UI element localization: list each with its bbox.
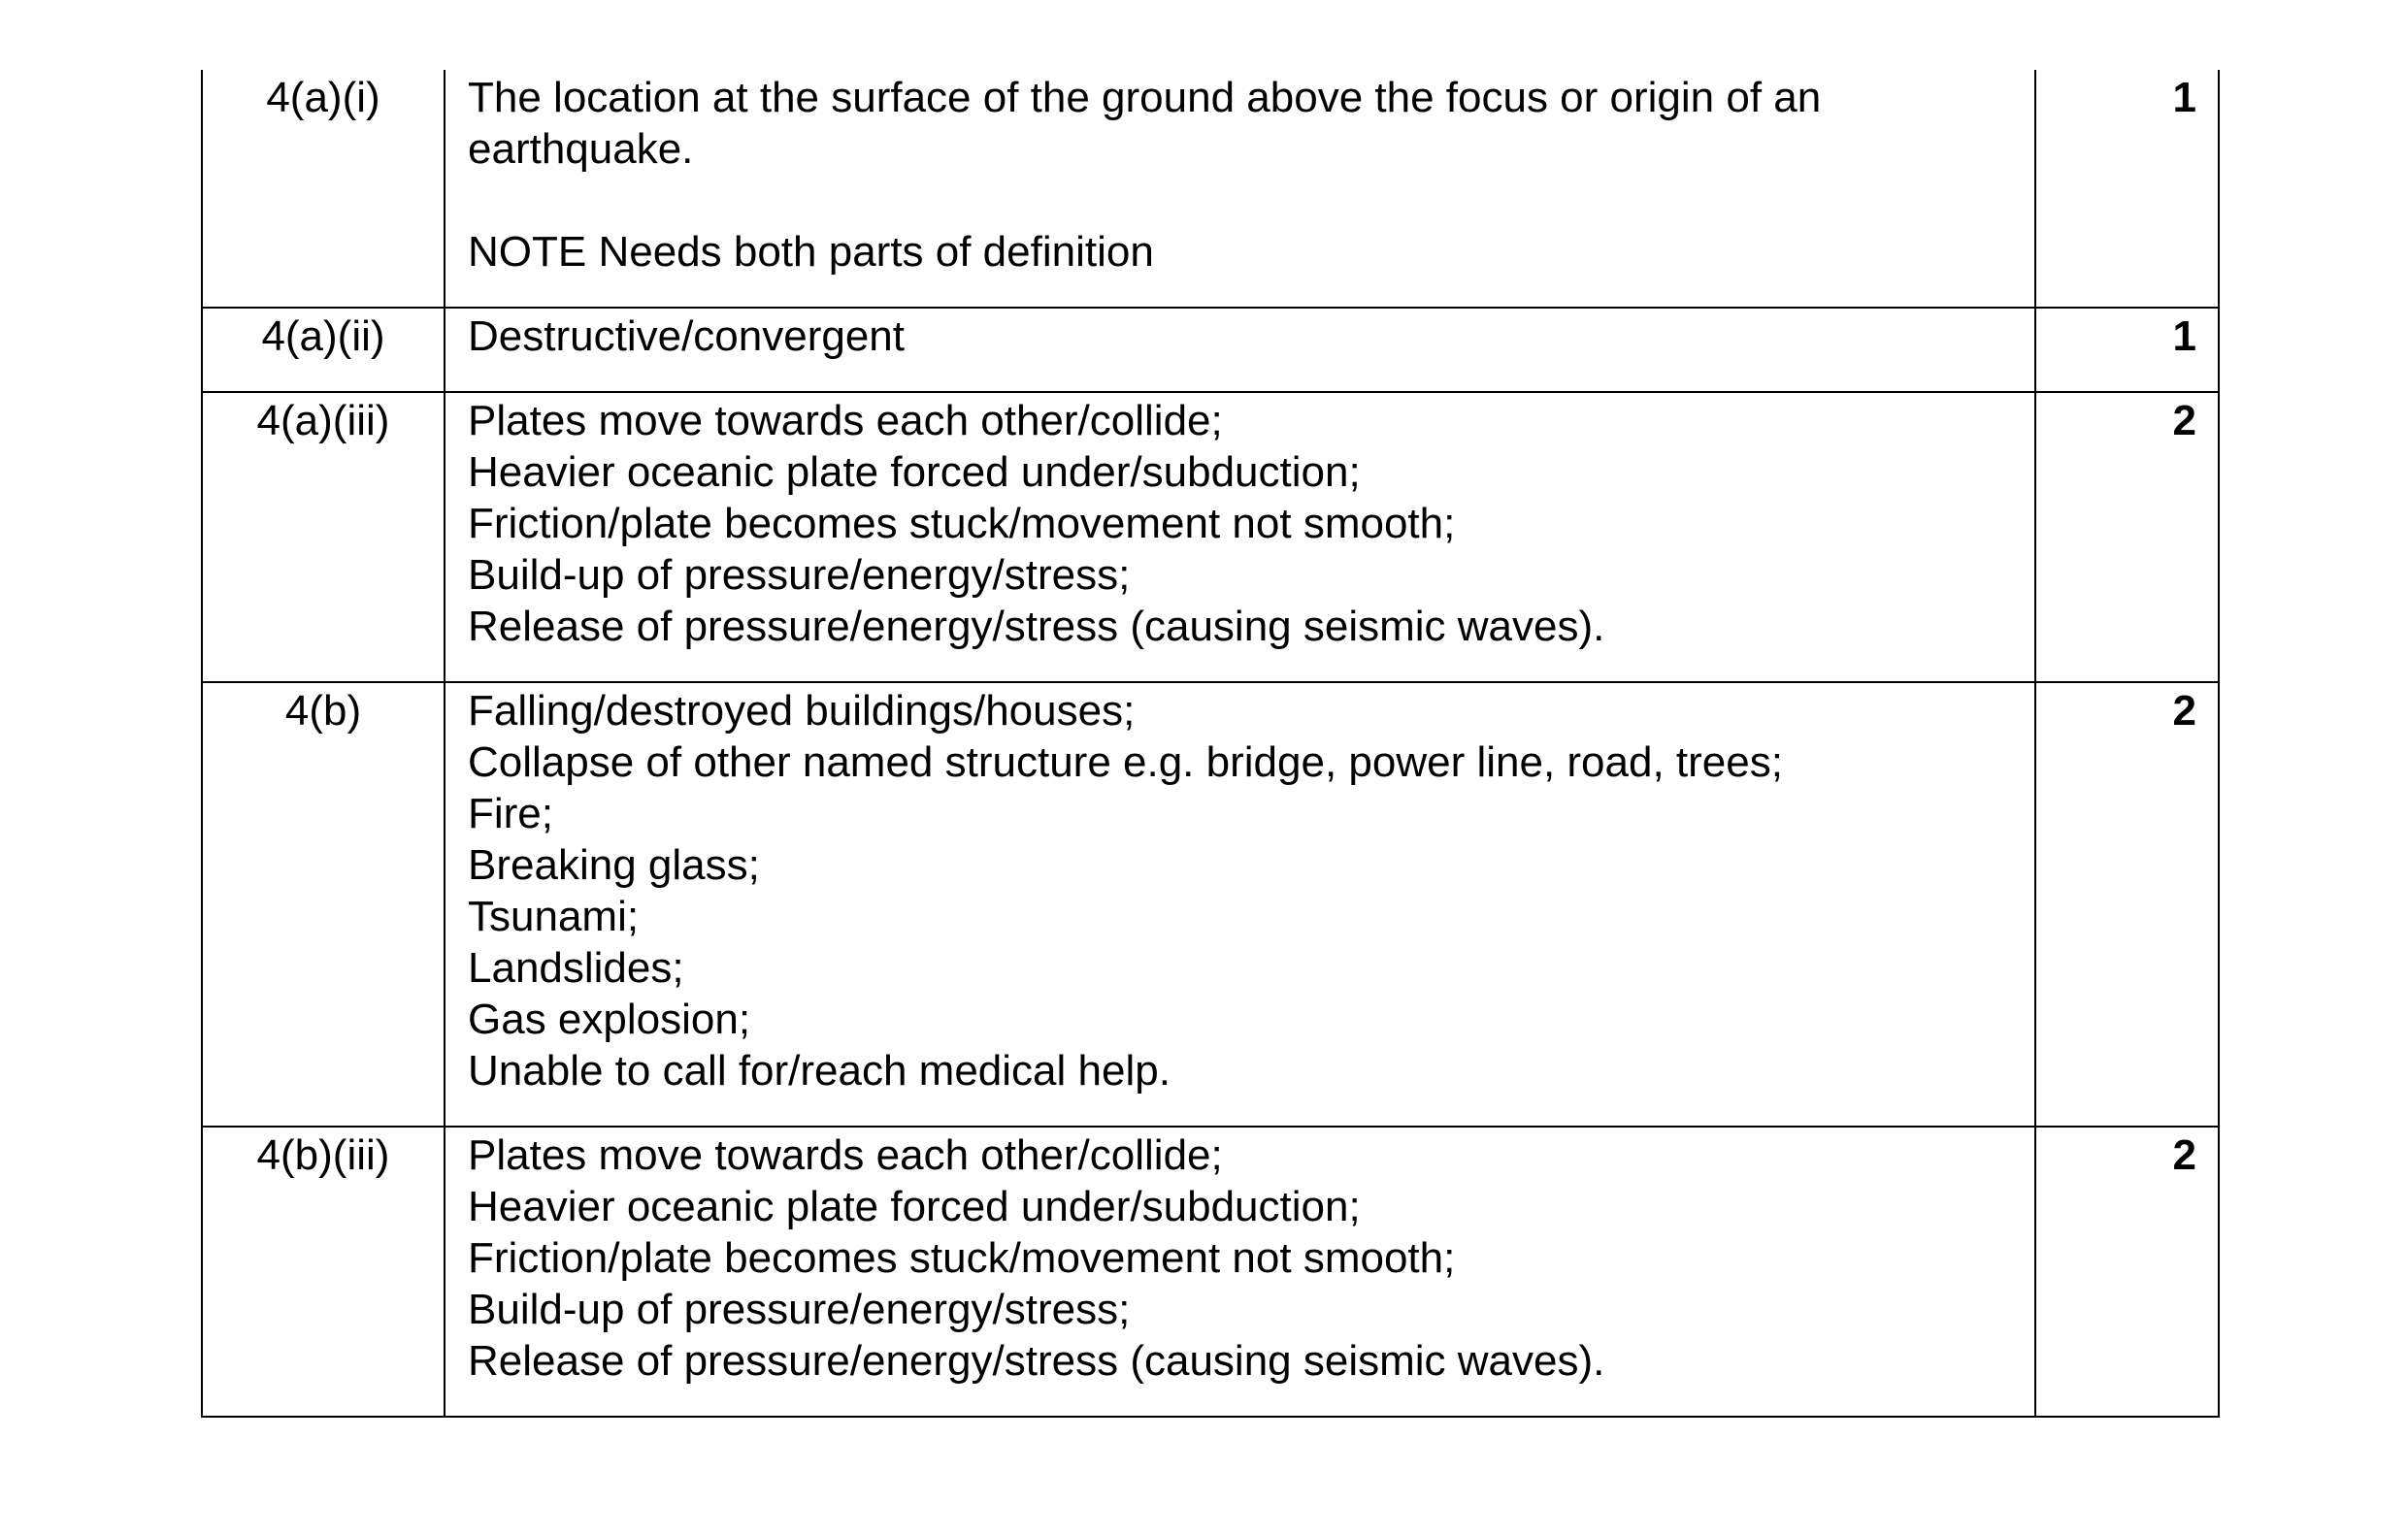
question-cell — [202, 70, 445, 308]
answer-line: Unable to call for/reach medical help. — [468, 1047, 1171, 1095]
question-cell — [202, 682, 445, 1127]
mark-value: 2 — [2172, 687, 2196, 735]
answer-cell — [445, 1127, 2035, 1417]
mark-value: 2 — [2172, 397, 2196, 444]
answer-line: Fire; — [468, 790, 553, 837]
mark-cell — [2035, 70, 2219, 308]
table-row — [202, 1127, 2219, 1417]
question-number: 4(a)(ii) — [261, 312, 385, 360]
mark-value: 1 — [2172, 74, 2196, 121]
question-cell — [202, 1127, 445, 1417]
mark-cell — [2035, 392, 2219, 682]
answer-cell — [445, 308, 2035, 392]
answer-cell — [445, 392, 2035, 682]
question-number: 4(b)(iii) — [256, 1131, 390, 1179]
question-number: 4(a)(iii) — [256, 397, 390, 444]
question-number: 4(b) — [284, 687, 362, 735]
mark-value: 2 — [2172, 1131, 2196, 1179]
answer-line: Heavier oceanic plate forced under/subduction; — [468, 448, 1361, 496]
answer-line: Release of pressure/energy/stress (causing seismic waves). — [468, 603, 1605, 650]
answer-text: The location at the surface of the ground above the focus or origin of an earthquake. — [468, 74, 1822, 173]
answer-line: Landslides; — [468, 944, 684, 992]
answer-line: Build-up of pressure/energy/stress; — [468, 1286, 1131, 1333]
paragraph-gap — [468, 175, 2015, 226]
answer-line: Heavier oceanic plate forced under/subduction; — [468, 1183, 1361, 1230]
answer-note: NOTE Needs both parts of definition — [468, 228, 1154, 276]
answer-line: Gas explosion; — [468, 996, 751, 1043]
answer-line: Friction/plate becomes stuck/movement not smooth; — [468, 1234, 1456, 1282]
answer-line: Build-up of pressure/energy/stress; — [468, 551, 1131, 599]
answer-cell — [445, 682, 2035, 1127]
question-cell — [202, 308, 445, 392]
table-row — [202, 308, 2219, 392]
mark-scheme-table — [201, 70, 2220, 1418]
answer-line: Destructive/convergent — [468, 312, 905, 360]
answer-line: Release of pressure/energy/stress (causing seismic waves). — [468, 1337, 1605, 1385]
answer-line: Breaking glass; — [468, 841, 760, 889]
mark-cell — [2035, 682, 2219, 1127]
answer-cell — [445, 70, 2035, 308]
answer-line: Friction/plate becomes stuck/movement not smooth; — [468, 500, 1456, 547]
answer-line: Plates move towards each other/collide; — [468, 1131, 1223, 1179]
answer-line: Falling/destroyed buildings/houses; — [468, 687, 1136, 735]
table-row — [202, 392, 2219, 682]
question-cell — [202, 392, 445, 682]
answer-line: Plates move towards each other/collide; — [468, 397, 1223, 444]
mark-cell — [2035, 1127, 2219, 1417]
mark-cell — [2035, 308, 2219, 392]
table-row — [202, 70, 2219, 308]
mark-value: 1 — [2172, 312, 2196, 360]
answer-line: Collapse of other named structure e.g. bridge, power line, road, trees; — [468, 738, 1783, 786]
question-number: 4(a)(i) — [266, 74, 380, 121]
table-row — [202, 682, 2219, 1127]
answer-line: Tsunami; — [468, 893, 640, 940]
